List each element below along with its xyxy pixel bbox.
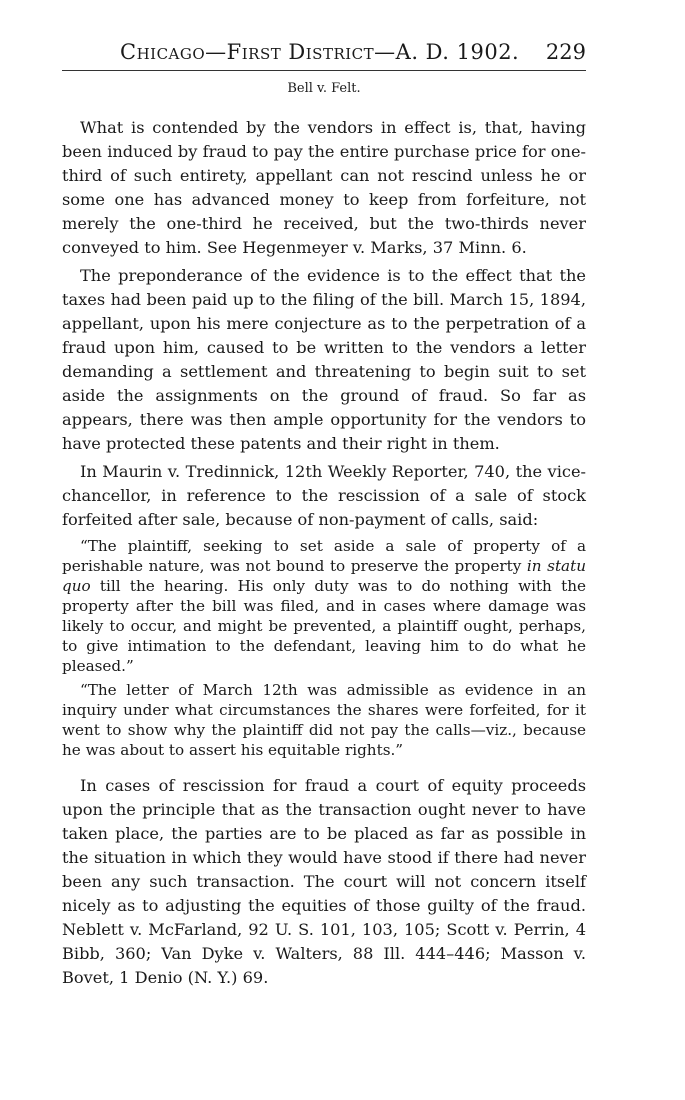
quotation-1-latin-phrase: in statu quo [62,557,586,595]
running-title: Chicago—First District—A. D. 1902. [120,40,520,64]
quotation-paragraph-1 [62,536,586,676]
paragraph-vendors-contention: What is contended by the vendors in effect is, that, having been induced by fraud to pay the entire purchase price for one-third of such entirety, appellant can not rescind unless he or some one has advanced money to keep from forfeiture, not merely the one-third he received, but the two-thirds never conveyed to him. See Hegenmeyer v. Marks, 37 Minn. 6. [62,118,586,257]
page [62,36,586,994]
quotation-1-text-start: “The plaintiff, seeking to set aside a sale of property of a perishable nature, was not bound to preserve the property [62,537,586,575]
case-name: Bell v. Felt. [287,81,361,96]
quotation-paragraph-2: “The letter of March 12th was admissible as evidence in an inquiry under what circumstances the shares were forfeited, for it went to show why the plaintiff did not pay the calls—viz., because he was about to assert his equitable rights.” [62,681,586,759]
paragraph-preponderance-evidence: The preponderance of the evidence is to the effect that the taxes had been paid up to the filing of the bill. March 15, 1894, appellant, upon his mere conjecture as to the perpetration of a fraud upon him, caused to be written to the vendors a letter demanding a settlement and threatening to begin suit to set aside the assignments on the ground of fraud. So far as appears, there was then ample opportunity for the vendors to have protected these patents and their right in them. [62,266,586,453]
running-head [62,36,586,71]
paragraph-maurin-citation: In Maurin v. Tredinnick, 12th Weekly Reporter, 740, the vice-chancellor, in reference to the rescission of a sale of stock forfeited after sale, because of non-payment of calls, said: [62,462,586,529]
quotation-block [62,536,586,760]
page-number: 229 [545,40,586,64]
quotation-1-text-end: till the hearing. His only duty was to do nothing with the property after the bill was filed, and in cases where damage was likely to occur, and might be prevented, a plaintiff ought, perhaps, to give intimation to the defendant, leaving him to do what he pleased.” [62,577,586,675]
paragraph-rescission-principle: In cases of rescission for fraud a court of equity proceeds upon the principle that as the transaction ought never to have taken place, the parties are to be placed as far as possible in the situation in which they would have stood if there had never been any such transaction. The court will not concern itself nicely as to adjusting the equities of those guilty of the fraud. Neblett v. McFarland, 92 U. S. 101, 103, 105; Scott v. Perrin, 4 Bibb, 360; Van Dyke v. Walters, 88 Ill. 444–446; Masson v. Bovet, 1 Denio (N. Y.) 69. [62,776,586,987]
